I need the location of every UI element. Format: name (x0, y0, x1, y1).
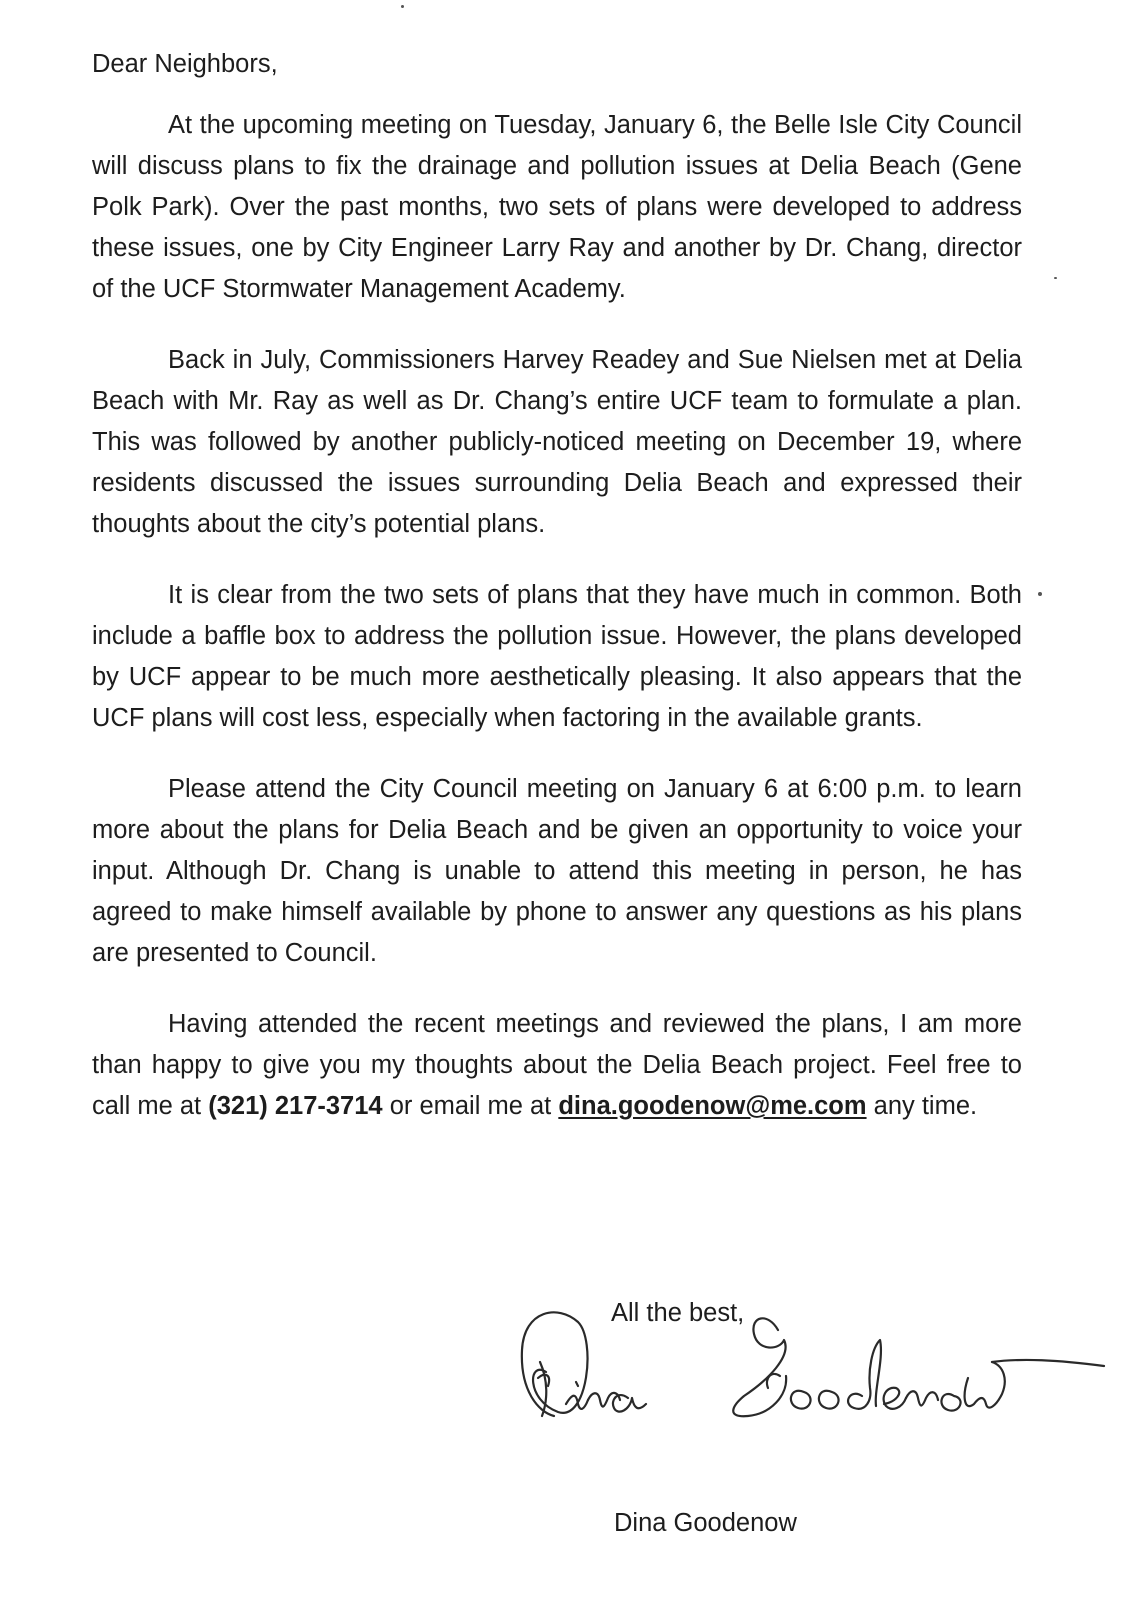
contact-text-intro: Having attended the recent meetings and reviewed the plans, I am more than happy to give you my thoughts about the Delia Beach project. Feel free to call me at (92, 1010, 1022, 1120)
contact-text-end: any time. (866, 1092, 978, 1120)
scan-speck (1054, 277, 1057, 279)
paragraph-attend-invitation: Please attend the City Council meeting on January 6 at 6:00 p.m. to learn more about the plans for Delia Beach and be given an opportunity to voice your input. Although Dr. Chang is unable to attend this meeting in person, he has agreed to make himself available by phone to answer any questions as his plans are presented to Council. (92, 775, 1022, 967)
paragraph-meeting-announcement: At the upcoming meeting on Tuesday, January 6, the Belle Isle City Council will discuss plans to fix the drainage and pollution issues at Delia Beach (Gene Polk Park). Over the past months, two sets of plans were developed to address these issues, one by City Engineer Larry Ray and another by Dr. Chang, director of the UCF Stormwater Management Academy. (92, 111, 1022, 303)
scan-speck (1038, 592, 1042, 596)
paragraph-contact (92, 1004, 1022, 1127)
handwritten-signature (518, 1300, 1108, 1460)
contact-text-middle: or email me at (382, 1092, 559, 1120)
email-address: dina.goodenow@me.com (558, 1092, 867, 1120)
signer-name: Dina Goodenow (614, 1509, 797, 1537)
scan-speck (401, 5, 404, 8)
letter-body (92, 44, 1022, 1157)
salutation: Dear Neighbors, (92, 50, 278, 78)
phone-number: (321) 217-3714 (208, 1092, 383, 1120)
paragraph-plans-comparison: It is clear from the two sets of plans that they have much in common. Both include a baffle box to address the pollution issue. However, the plans developed by UCF appear to be much more aesthetically pleasing. It also appears that the UCF plans will cost less, especially when factoring in the available grants. (92, 581, 1022, 732)
paragraph-july-meeting: Back in July, Commissioners Harvey Readey and Sue Nielsen met at Delia Beach with Mr. Ray as well as Dr. Chang’s entire UCF team to formulate a plan. This was followed by another publicly-noticed meeting on December 19, where residents discussed the issues surrounding Delia Beach and expressed their thoughts about the city’s potential plans. (92, 346, 1022, 538)
closing-line: All the best, (611, 1299, 745, 1327)
